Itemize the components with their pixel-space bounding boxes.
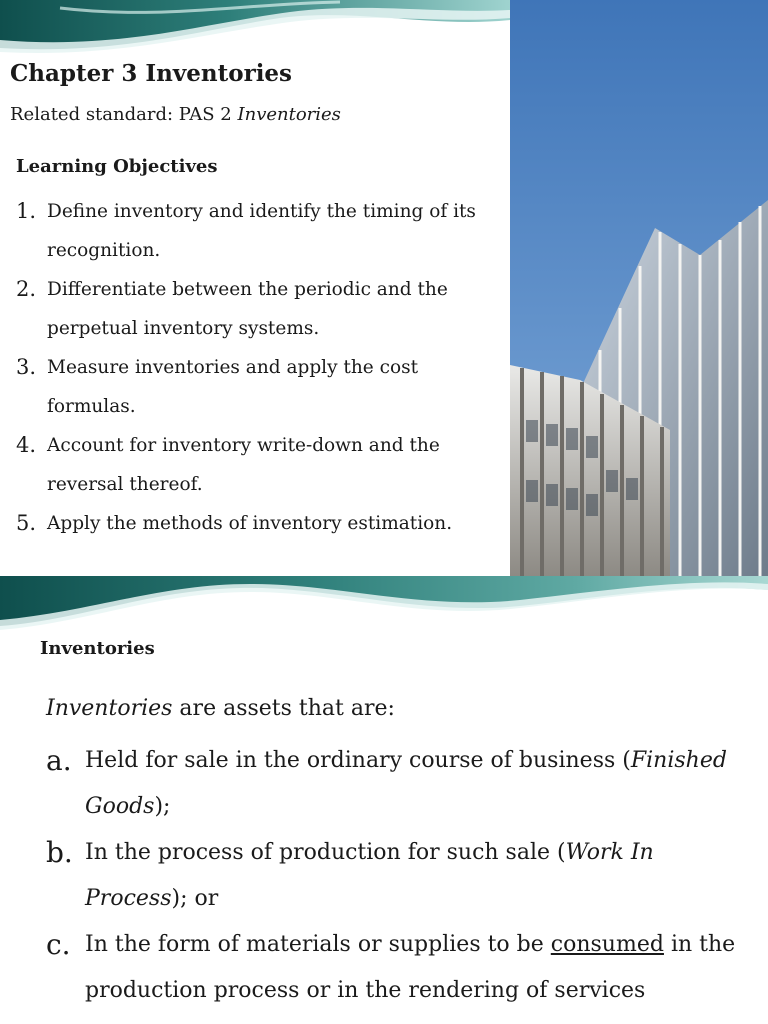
item-text: In the process of production for such sale (: [85, 840, 566, 865]
related-standard-name: Inventories: [237, 104, 341, 125]
inventory-type-item: [46, 922, 746, 1014]
objective-item: [16, 348, 496, 426]
item-text-end: in the production process or in the rendering of services: [85, 932, 736, 1003]
objective-number: 2.: [16, 277, 37, 301]
learning-objectives-heading: Learning Objectives: [16, 156, 218, 177]
learning-objectives-list: [16, 192, 496, 543]
definition-text: are assets that are:: [172, 696, 395, 721]
objective-text: Measure inventories and apply the cost formulas.: [47, 357, 419, 417]
objective-number: 4.: [16, 433, 37, 457]
related-standard-prefix: Related standard: PAS 2: [10, 104, 238, 125]
item-text-end: );: [154, 794, 171, 819]
objective-item: [16, 270, 496, 348]
definition-intro: [46, 696, 395, 721]
objective-number: 3.: [16, 355, 37, 379]
inventory-types-list: [46, 738, 746, 1014]
item-underlined-term: consumed: [550, 932, 664, 957]
objective-number: 1.: [16, 199, 37, 223]
item-letter: b.: [46, 836, 73, 869]
office-building-photo: [510, 0, 768, 576]
objective-item: [16, 504, 496, 543]
item-letter: a.: [46, 744, 72, 777]
objective-item: [16, 426, 496, 504]
item-italic-term: Finished Goods: [85, 748, 727, 819]
objective-text: Apply the methods of inventory estimation.: [47, 513, 453, 534]
definition-term: Inventories: [46, 696, 173, 721]
item-text: Held for sale in the ordinary course of business (: [85, 748, 631, 773]
related-standard: [10, 104, 341, 125]
inventory-type-item: [46, 830, 746, 922]
header-wave-decoration: [0, 576, 768, 634]
header-wave-decoration: [0, 0, 510, 62]
slide-2: [0, 576, 768, 1024]
objective-number: 5.: [16, 511, 37, 535]
objective-item: [16, 192, 496, 270]
chapter-title: Chapter 3 Inventories: [10, 60, 293, 87]
item-italic-term: Work In Process: [85, 840, 654, 911]
section-heading: Inventories: [40, 638, 155, 659]
item-text: In the form of materials or supplies to be: [85, 932, 551, 957]
item-letter: c.: [46, 928, 71, 961]
item-text-end: ); or: [171, 886, 219, 911]
objective-text: Account for inventory write-down and the reversal thereof.: [47, 435, 440, 495]
objective-text: Differentiate between the periodic and the perpetual inventory systems.: [47, 279, 448, 339]
objective-text: Define inventory and identify the timing of its recognition.: [47, 201, 476, 261]
inventory-type-item: [46, 738, 746, 830]
